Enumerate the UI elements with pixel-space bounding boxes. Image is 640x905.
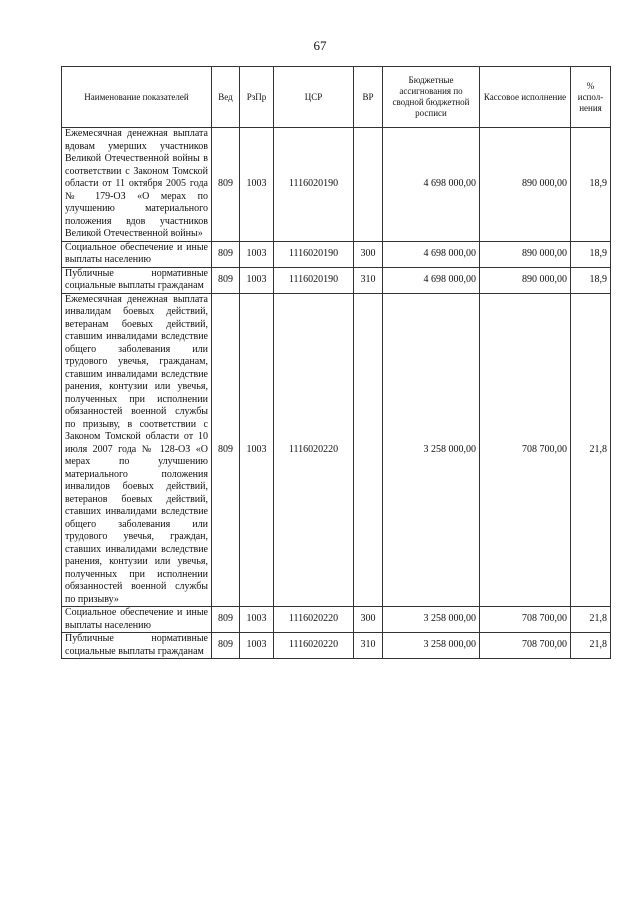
row-vr: 310 [354, 267, 383, 293]
row-ved: 809 [212, 128, 240, 242]
table-header-row [62, 67, 611, 128]
header-rzpr: РзПр [240, 67, 274, 128]
row-cash: 890 000,00 [480, 267, 571, 293]
row-rzpr: 1003 [240, 128, 274, 242]
row-pct: 18,9 [571, 128, 611, 242]
row-ved: 809 [212, 241, 240, 267]
row-cash: 890 000,00 [480, 128, 571, 242]
row-ved: 809 [212, 633, 240, 659]
row-csr: 1116020190 [274, 128, 354, 242]
row-budget: 4 698 000,00 [383, 267, 480, 293]
row-cash: 890 000,00 [480, 241, 571, 267]
header-name: Наименование показателей [62, 67, 212, 128]
row-rzpr: 1003 [240, 607, 274, 633]
header-budget: Бюджетные ассигнования по сводной бюджетной росписи [383, 67, 480, 128]
row-name: Ежемесячная денежная выплата инвалидам боевых действий, ветеранам боевых действий, ставшим инвалидами вследствие общего заболевания или трудового увечья, гражданам, ставшим инвалидами вследствие ранения, контузии или увечья, полученных при исполнении обязанностей военной службы по призыву, в соответствии с Законом Томской области от 10 июля 2007 года № 128-ОЗ «О мерах по улучшению материального положения инвалидов боевых действий, ветеранов боевых действий, ставших инвалидами вследствие общего заболевания или трудового увечья, граждан, ставших инвалидами вследствие ранения, контузии или увечья, полученных при исполнении обязанностей военной службы по призыву» [62, 293, 212, 607]
table-row [62, 241, 611, 267]
row-vr [354, 293, 383, 607]
page-number: 67 [313, 38, 327, 53]
row-pct: 21,8 [571, 633, 611, 659]
row-name: Социальное обеспечение и иные выплаты населению [62, 241, 212, 267]
budget-table [61, 66, 611, 659]
table-row [62, 267, 611, 293]
row-csr: 1116020190 [274, 241, 354, 267]
row-vr: 300 [354, 607, 383, 633]
row-pct: 18,9 [571, 241, 611, 267]
row-vr [354, 128, 383, 242]
header-vr: ВР [354, 67, 383, 128]
row-budget: 4 698 000,00 [383, 128, 480, 242]
row-vr: 310 [354, 633, 383, 659]
table-row [62, 128, 611, 242]
table-row [62, 607, 611, 633]
row-cash: 708 700,00 [480, 607, 571, 633]
row-csr: 1116020220 [274, 607, 354, 633]
row-budget: 4 698 000,00 [383, 241, 480, 267]
row-budget: 3 258 000,00 [383, 293, 480, 607]
row-pct: 21,8 [571, 607, 611, 633]
row-vr: 300 [354, 241, 383, 267]
row-rzpr: 1003 [240, 267, 274, 293]
row-name: Ежемесячная денежная выплата вдовам умерших участников Великой Отечественной войны в соответствии с Законом Томской области от 11 октября 2005 года № 179-ОЗ «О мерах по улучшению материального положения вдов участников Великой Отечественной войны» [62, 128, 212, 242]
row-rzpr: 1003 [240, 633, 274, 659]
row-ved: 809 [212, 607, 240, 633]
row-name: Социальное обеспечение и иные выплаты населению [62, 607, 212, 633]
row-pct: 21,8 [571, 293, 611, 607]
row-name: Публичные нормативные социальные выплаты гражданам [62, 633, 212, 659]
header-cash: Кассовое исполнение [480, 67, 571, 128]
header-csr: ЦСР [274, 67, 354, 128]
row-cash: 708 700,00 [480, 633, 571, 659]
row-cash: 708 700,00 [480, 293, 571, 607]
row-pct: 18,9 [571, 267, 611, 293]
header-pct: % испол-нения [571, 67, 611, 128]
row-csr: 1116020220 [274, 293, 354, 607]
row-budget: 3 258 000,00 [383, 607, 480, 633]
row-ved: 809 [212, 293, 240, 607]
row-budget: 3 258 000,00 [383, 633, 480, 659]
row-ved: 809 [212, 267, 240, 293]
row-csr: 1116020190 [274, 267, 354, 293]
row-name: Публичные нормативные социальные выплаты гражданам [62, 267, 212, 293]
row-rzpr: 1003 [240, 241, 274, 267]
table-row [62, 633, 611, 659]
row-rzpr: 1003 [240, 293, 274, 607]
table-row [62, 293, 611, 607]
row-csr: 1116020220 [274, 633, 354, 659]
header-ved: Вед [212, 67, 240, 128]
